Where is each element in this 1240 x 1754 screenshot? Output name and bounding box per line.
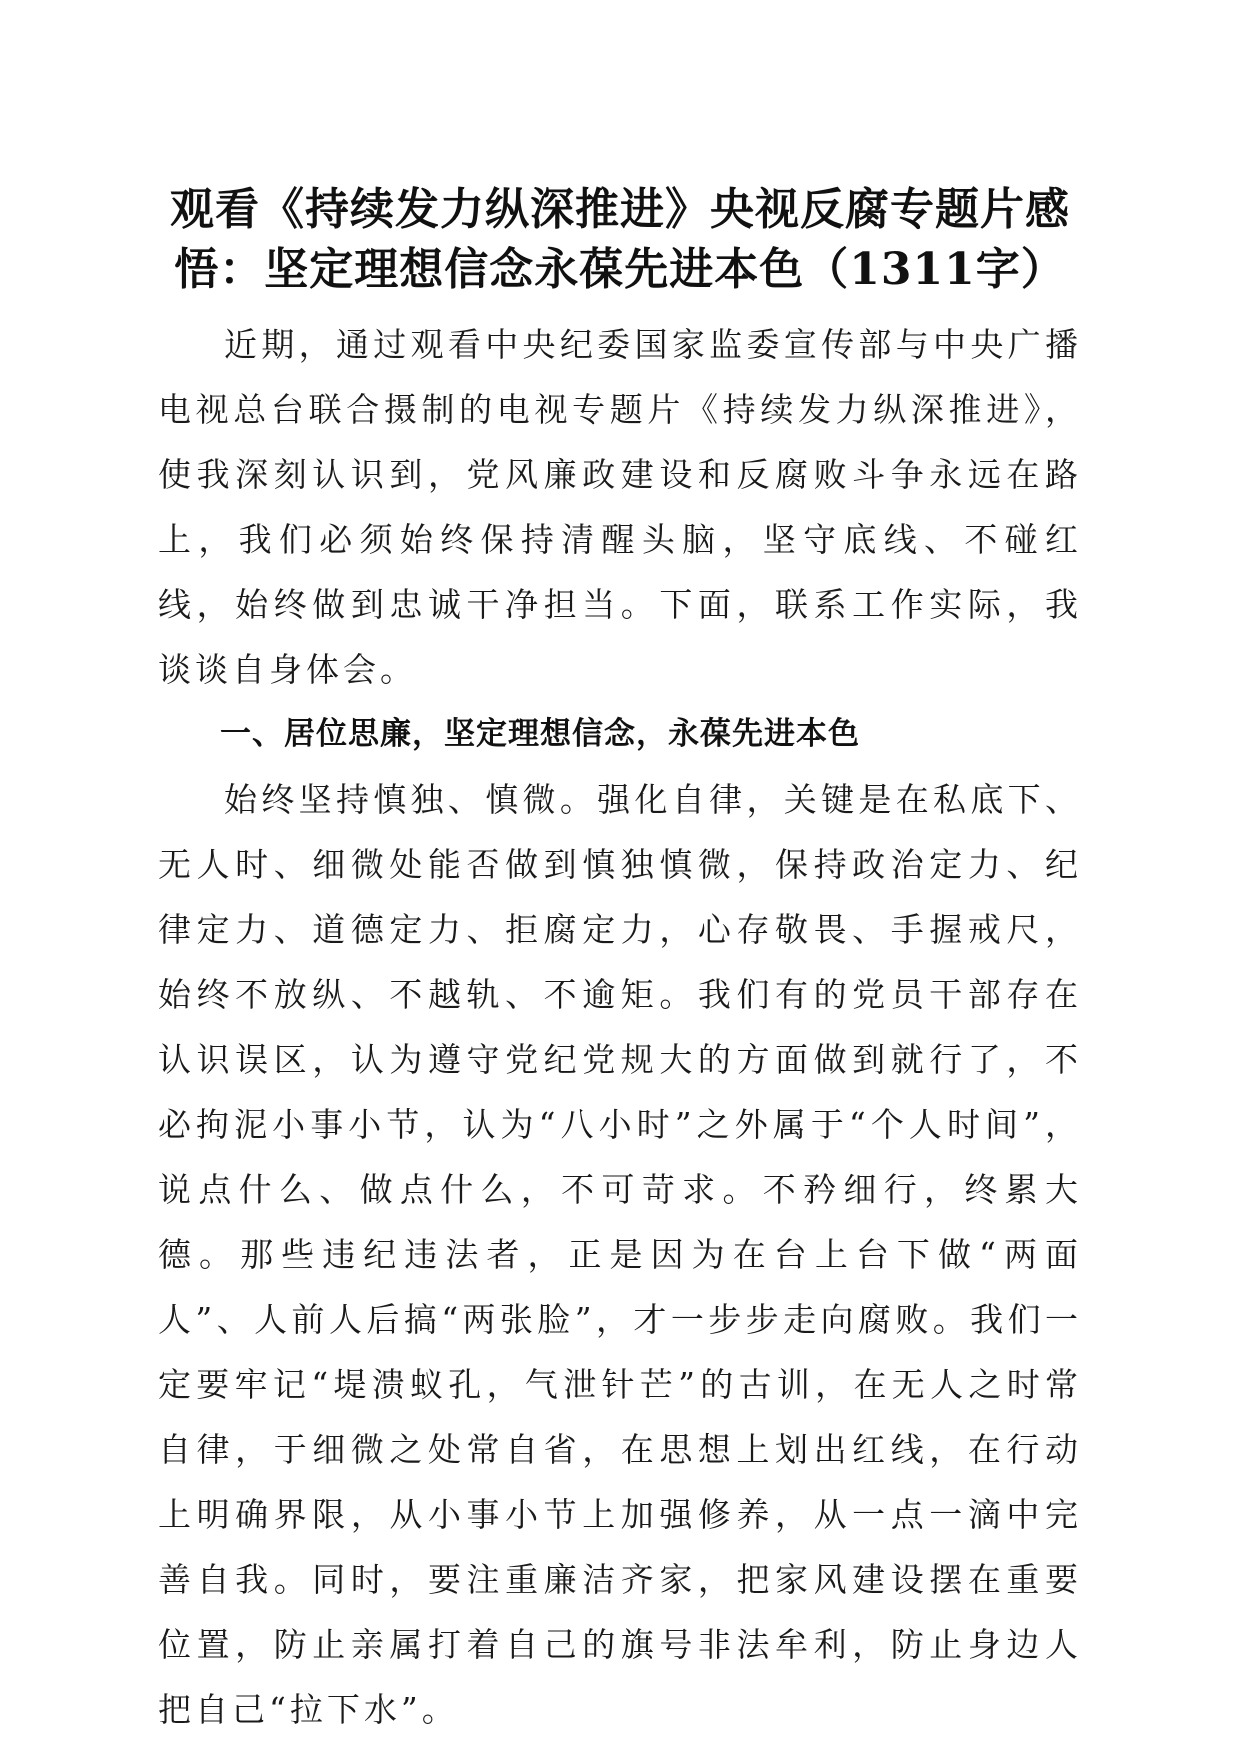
section-heading: 一、居位思廉，坚定理想信念，永葆先进本色 <box>220 716 860 752</box>
document-body <box>158 312 1082 1742</box>
intro-paragraph: 近期，通过观看中央纪委国家监委宣传部与中央广播电视总台联合摄制的电视专题片《持续发力纵深推进》，使我深刻认识到，党风廉政建设和反腐败斗争永远在路上，我们必须始终保持清醒头脑，坚守底线、不碰红线，始终做到忠诚干净担当。下面，联系工作实际，我谈谈自身体会。 <box>158 325 1082 689</box>
document-title: 观看《持续发力纵深推进》央视反腐专题片感悟：坚定理想信念永葆先进本色（1311字） <box>170 184 1070 295</box>
section-paragraph: 始终坚持慎独、慎微。强化自律，关键是在私底下、无人时、细微处能否做到慎独慎微，保持政治定力、纪律定力、道德定力、拒腐定力，心存敬畏、手握戒尺，始终不放纵、不越轨、不逾矩。我们有的党员干部存在认识误区，认为遵守党纪党规大的方面做到就行了，不必拘泥小事小节，认为“八小时”之外属于“个人时间”，说点什么、做点什么，不可苛求。不矜细行，终累大德。那些违纪违法者，正是因为在台上台下做“两面人”、人前人后搞“两张脸”，才一步步走向腐败。我们一定要牢记“堤溃蚁孔，气泄针芒”的古训，在无人之时常自律，于细微之处常自省，在思想上划出红线，在行动上明确界限，从小事小节上加强修养，从一点一滴中完善自我。同时，要注重廉洁齐家，把家风建设摆在重要位置，防止亲属打着自己的旗号非法牟利，防止身边人把自己“拉下水”。 <box>158 780 1082 1729</box>
